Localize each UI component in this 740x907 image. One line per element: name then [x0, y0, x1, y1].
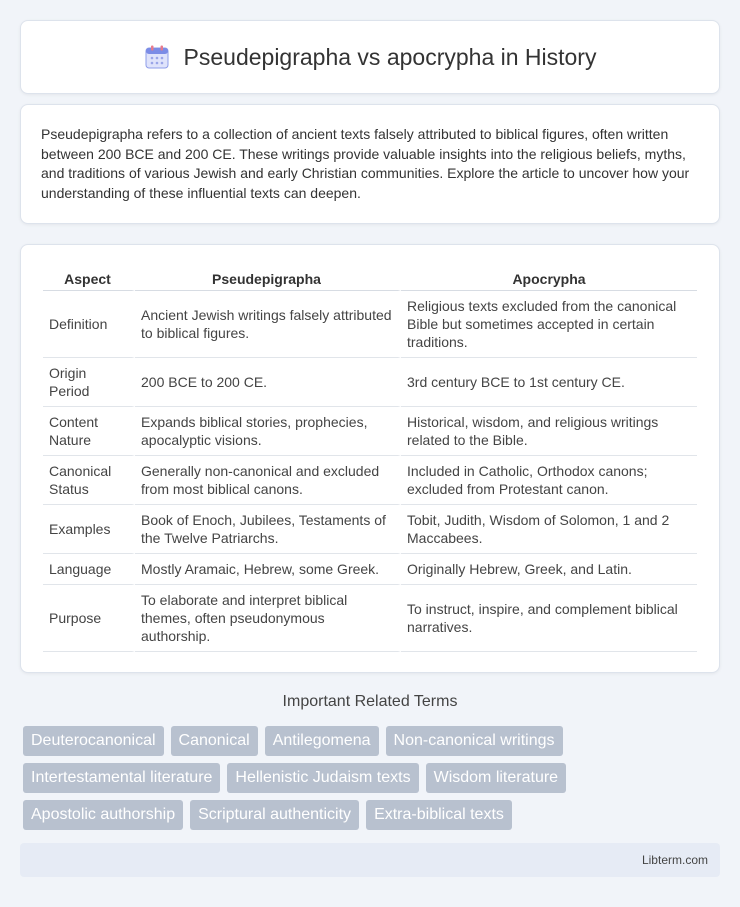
footer-site-link[interactable]: Libterm.com	[641, 853, 708, 867]
header-pseudepigrapha: Pseudepigrapha	[135, 263, 401, 291]
header-card	[20, 20, 720, 94]
pseudepigrapha-cell: Generally non-canonical and excluded from most biblical canons.	[135, 456, 401, 505]
related-term-tag[interactable]: Non-canonical writings	[386, 726, 563, 756]
related-term-tag[interactable]: Deuterocanonical	[23, 726, 164, 756]
table-row	[43, 407, 697, 456]
apocrypha-cell: To instruct, inspire, and complement biblical narratives.	[401, 585, 697, 652]
apocrypha-cell: Tobit, Judith, Wisdom of Solomon, 1 and 2 Maccabees.	[401, 505, 697, 554]
table-row	[43, 358, 697, 407]
comparison-table	[43, 263, 697, 652]
header-apocrypha: Apocrypha	[401, 263, 697, 291]
related-term-tag[interactable]: Intertestamental literature	[23, 763, 220, 793]
table-row	[43, 585, 697, 652]
table-row	[43, 456, 697, 505]
related-terms-title: Important Related Terms	[282, 693, 458, 710]
related-term-tag[interactable]: Antilegomena	[265, 726, 379, 756]
related-term-tag[interactable]: Apostolic authorship	[23, 800, 183, 830]
aspect-cell: Examples	[43, 505, 135, 554]
apocrypha-cell: 3rd century BCE to 1st century CE.	[401, 358, 697, 407]
pseudepigrapha-cell: To elaborate and interpret biblical themes, often pseudonymous authorship.	[135, 585, 401, 652]
comparison-table-card	[20, 244, 720, 673]
pseudepigrapha-cell: Expands biblical stories, prophecies, apocalyptic visions.	[135, 407, 401, 456]
aspect-cell: Content Nature	[43, 407, 135, 456]
table-header-row	[43, 263, 697, 291]
table-row	[43, 554, 697, 585]
aspect-cell: Definition	[43, 291, 135, 358]
aspect-cell: Origin Period	[43, 358, 135, 407]
apocrypha-cell: Originally Hebrew, Greek, and Latin.	[401, 554, 697, 585]
pseudepigrapha-cell: 200 BCE to 200 CE.	[135, 358, 401, 407]
intro-text: Pseudepigrapha refers to a collection of ancient texts falsely attributed to biblical figures, often written between 200 BCE and 200 CE. These writings provide valuable insights into the religious beliefs, myths, and traditions of various Jewish and early Christian communities. Explore the article to uncover how your understanding of these influential texts can deepen.	[41, 126, 690, 201]
related-term-tag[interactable]: Scriptural authenticity	[190, 800, 359, 830]
intro-card	[20, 104, 720, 224]
related-term-tag[interactable]: Wisdom literature	[426, 763, 566, 793]
table-row	[43, 291, 697, 358]
pseudepigrapha-cell: Ancient Jewish writings falsely attributed to biblical figures.	[135, 291, 401, 358]
apocrypha-cell: Included in Catholic, Orthodox canons; excluded from Protestant canon.	[401, 456, 697, 505]
page-title: Pseudepigrapha vs apocrypha in History	[183, 43, 597, 70]
pseudepigrapha-cell: Book of Enoch, Jubilees, Testaments of the Twelve Patriarchs.	[135, 505, 401, 554]
apocrypha-cell: Religious texts excluded from the canonical Bible but sometimes accepted in certain traditions.	[401, 291, 697, 358]
pseudepigrapha-cell: Mostly Aramaic, Hebrew, some Greek.	[135, 554, 401, 585]
calendar-icon	[144, 44, 170, 70]
aspect-cell: Purpose	[43, 585, 135, 652]
related-term-tag[interactable]: Canonical	[171, 726, 258, 756]
related-term-tag[interactable]: Extra-biblical texts	[366, 800, 512, 830]
footer	[20, 843, 720, 877]
header-aspect: Aspect	[43, 263, 135, 291]
related-terms-section	[20, 693, 720, 830]
apocrypha-cell: Historical, wisdom, and religious writings related to the Bible.	[401, 407, 697, 456]
table-row	[43, 505, 697, 554]
aspect-cell: Language	[43, 554, 135, 585]
related-term-tag[interactable]: Hellenistic Judaism texts	[227, 763, 418, 793]
aspect-cell: Canonical Status	[43, 456, 135, 505]
related-terms-tags	[20, 726, 720, 830]
